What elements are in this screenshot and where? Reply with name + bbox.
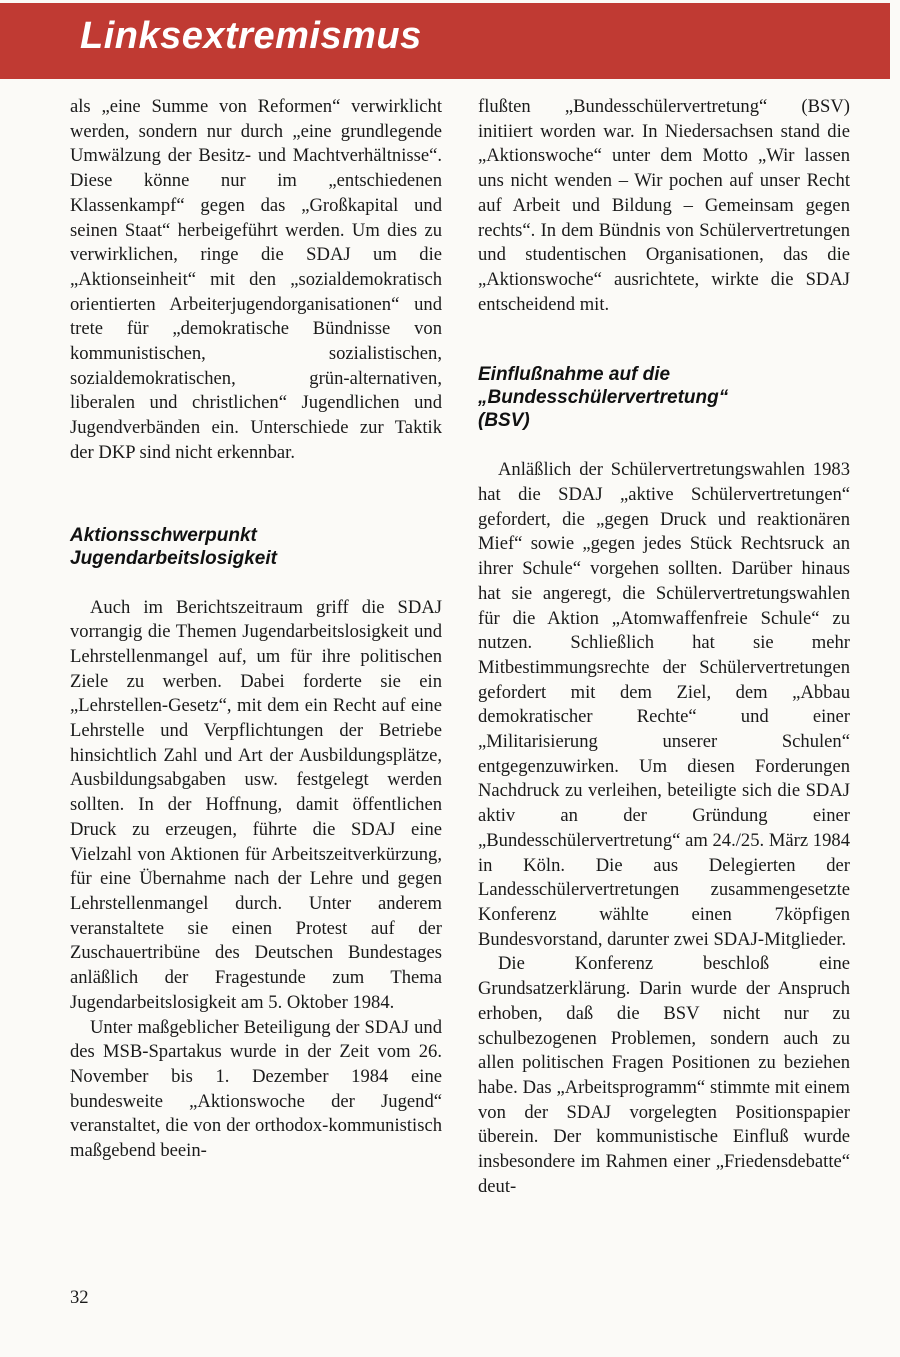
- right-paragraph-3: Die Konferenz beschloß eine Grundsatzerklärung. Darin wurde der Anspruch erhoben, daß die BSV nicht nur zu schulbezogenen Problemen, sondern auch zu allen politischen Fragen Positionen zu beziehen habe. Das „Arbeitsprogramm“ stimmte mit einem von der SDAJ vorgelegten Positionspapier überein. Der kommunistische Einfluß wurde insbesondere im Rahmen einer „Friedensdebatte“ deut-: [478, 953, 850, 1197]
- right-heading-line-1: Einflußnahme auf die: [478, 364, 671, 386]
- page-number: 32: [70, 1287, 89, 1308]
- left-heading-line-2: Jugendarbeitslosigkeit: [70, 547, 277, 569]
- section-header-band: [0, 3, 890, 79]
- right-intro-paragraph: flußten „Bundesschülervertretung“ (BSV) initiiert worden war. In Niedersachsen stand die „Aktionswoche“ unter dem Motto „Wir lassen uns nicht wenden – Wir pochen auf unser Recht auf Arbeit und Bildung – Gemeinsam gegen rechts“. In dem Bündnis von Schülervertretungen und studentischen Organisationen, das die „Aktionswoche“ ausrichtete, wirkte die SDAJ entscheidend mit.: [478, 96, 850, 315]
- left-paragraph-2: Auch im Berichtszeitraum griff die SDAJ vorrangig die Themen Jugendarbeitslosigkeit und Lehrstellenmangel auf, um für ihre politischen Ziele zu werben. Dabei forderte sie ein „Lehrstellen-Gesetz“, mit dem ein Recht auf eine Lehrstelle und Verpflichtungen der Betriebe hinsichtlich Zahl und Art der Ausbildungsplätze, Ausbildungsabgaben usw. festgelegt werden sollten. In der Hoffnung, damit öffentlichen Druck zu erzeugen, führte die SDAJ eine Vielzahl von Aktionen für Arbeitszeitverkürzung, für eine Übernahme nach der Lehre und gegen Lehrstellenmangel durch. Unter anderem veranstaltete sie einen Protest auf der Zuschauertribüne des Deutschen Bundestages anläßlich der Fragestunde zum Thema Jugendarbeitslosigkeit am 5. Oktober 1984.: [70, 596, 442, 1013]
- right-paragraph-2: Anläßlich der Schülervertretungswahlen 1983 hat die SDAJ „aktive Schülervertretungen“ gefordert, die „gegen Druck und reaktionären Mief“ sowie „gegen jedes Stück Rechtsruck an ihrer Schule“ vorgehen sollten. Darüber hinaus hat sie angeregt, die Schülervertretungswahlen für die Aktion „Atomwaffenfreie Schule“ zu nutzen. Schließlich hat sie mehr Mitbestimmungsrechte der Schülervertretungen gefordert mit dem Ziel, dem „Abbau demokratischer Rechte“ und einer „Militarisierung unserer Schulen“ entgegenzuwirken. Um diesen Forderungen Nachdruck zu verleihen, beteiligte sich die SDAJ aktiv an der Gründung einer „Bundesschülervertretung“ am 24./25. März 1984 in Köln. Die aus Delegierten der Landesschülervertretungen zusammengesetzte Konferenz wählte einen 7köpfigen Bundesvorstand, darunter zwei SDAJ-Mitglieder.: [478, 459, 850, 950]
- right-heading-line-2: „Bundesschülervertretung“: [478, 387, 729, 409]
- left-section-heading: [70, 524, 442, 570]
- left-column: [70, 95, 442, 1164]
- right-column: [478, 95, 850, 1199]
- left-intro-paragraph: als „eine Summe von Reformen“ verwirklicht werden, sondern nur durch „eine grundlegende Umwälzung der Besitz- und Machtverhältnisse“. Diese könne nur im „entschiedenen Klassenkampf“ gegen das „Großkapital und seinen Staat“ herbeigeführt werden. Um dies zu verwirklichen, ringe die SDAJ um die „Aktionseinheit“ mit den „sozialdemokratisch orientierten Arbeiterjugendorganisationen“ und trete für „demokratische Bündnisse von kommunistischen, sozialistischen, sozialdemokratischen, grün-alternativen, liberalen und christlichen“ Jugendlichen und Jugendverbänden ein. Unterschiede zur Taktik der DKP sind nicht erkennbar.: [70, 96, 442, 463]
- right-section-heading: [478, 363, 850, 432]
- left-paragraph-3: Unter maßgeblicher Beteiligung der SDAJ und des MSB-Spartakus wurde in der Zeit vom 26. November bis 1. Dezember 1984 eine bundesweite „Aktionswoche der Jugend“ veranstaltet, die von der orthodox-kommunistisch maßgebend beein-: [70, 1016, 442, 1162]
- left-heading-line-1: Aktionsschwerpunkt: [70, 524, 257, 546]
- section-title: Linksextremismus: [80, 15, 422, 57]
- right-heading-line-3: (BSV): [478, 410, 530, 432]
